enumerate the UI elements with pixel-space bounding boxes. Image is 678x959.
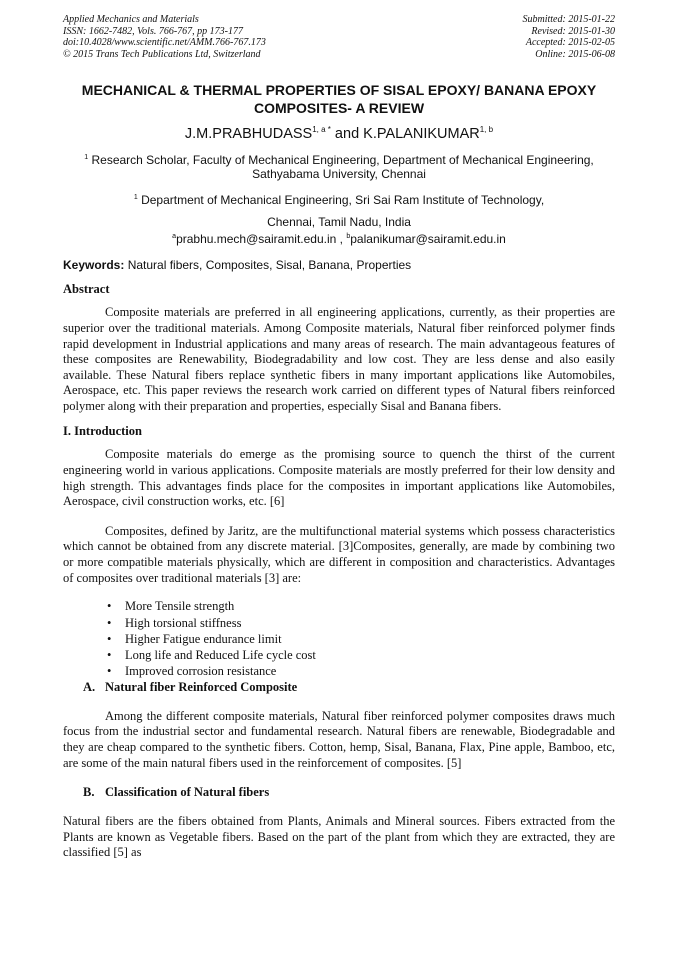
list-item [63, 598, 615, 614]
accepted-date: Accepted: 2015-02-05 [525, 37, 615, 48]
aff2-sup: 1 [133, 193, 138, 201]
affiliation-2 [63, 191, 615, 247]
intro-paragraph-2: Composites, defined by Jaritz, are the multifunctional material systems which possess characteristics which cannot be obtained from any discrete material. [3]Composites, generally, are made by combining two or more compatible materials physically, which are different in composition and characteristics. Advantages of composites over traditional materials [3] are: [63, 523, 615, 585]
journal-header [63, 14, 615, 64]
bullet-icon: • [107, 599, 112, 614]
section-b-title: Classification of Natural fibers [105, 785, 270, 800]
section-b-heading [63, 785, 615, 800]
author-1: J.M.PRABHUDASS [184, 125, 313, 142]
bullet-icon: • [107, 664, 112, 679]
keywords-label: Keywords: [63, 258, 125, 273]
list-item-text: Higher Fatigue endurance limit [125, 631, 282, 646]
list-item-text: High torsional stiffness [125, 615, 242, 630]
aff2-line2: Chennai, Tamil Nadu, India [267, 215, 411, 230]
section-b-number: B. [83, 785, 95, 800]
aff1-sup: 1 [84, 153, 89, 161]
authors-line [63, 125, 615, 142]
bullet-icon: • [107, 648, 112, 663]
paper-title: MECHANICAL & THERMAL PROPERTIES OF SISAL EPOXY/ BANANA EPOXY COMPOSITES- A REVIEW [81, 82, 597, 116]
abstract-text: Composite materials are preferred in all engineering applications, currently, as their properties are superior over the traditional materials. Among Composite materials, Natural fiber reinforced polymer finds rapid development in Industrial applications and many areas of research. The main advantageous features of these composites are Renewability, Biodegradability and low cost. They are less dense and also easily available. These Natural fibers replace synthetic fibers in many important applications like Automobiles, Aerospace, etc. This paper reviews the research work carried on different types of Natural fibers reinforced polymer along with their preparation and properties, especially Sisal and Banana fibers. [63, 305, 615, 413]
aff1-line1: Research Scholar, Faculty of Mechanical Engineering, Department of Mechanical Engineering, [91, 152, 594, 167]
intro-heading: I. Introduction [63, 424, 142, 439]
aff1-line2: Sathyabama University, Chennai [252, 167, 426, 182]
doi-line: doi:10.4028/www.scientific.net/AMM.766-767.173 [63, 37, 266, 48]
journal-info [63, 14, 266, 60]
email-a-sup: a [172, 232, 177, 240]
keywords [63, 258, 615, 272]
list-item-text: Long life and Reduced Life cycle cost [125, 648, 316, 663]
list-item [63, 663, 615, 679]
journal-name: Applied Mechanics and Materials [63, 14, 199, 25]
list-item-text: More Tensile strength [125, 599, 235, 614]
section-a-heading [63, 680, 615, 695]
bullet-icon: • [107, 631, 112, 646]
abstract-heading: Abstract [63, 282, 110, 297]
copyright-line: © 2015 Trans Tech Publications Ltd, Switzerland [63, 48, 261, 60]
author-2: K.PALANIKUMAR [363, 125, 480, 142]
keywords-text: Natural fibers, Composites, Sisal, Banana, Properties [124, 258, 412, 273]
paper-page [63, 14, 615, 861]
list-item [63, 631, 615, 647]
advantages-list [63, 598, 615, 679]
intro-paragraph-1: Composite materials do emerge as the promising source to quench the thirst of the current engineering world in various applications. Composite materials are mostly preferred for their low density and high strength. This advantages finds place for the composites in important applications like Automobiles, Aerospace, civil construction works, etc. [6] [63, 447, 615, 509]
section-a-number: A. [83, 679, 96, 694]
affiliation-1 [63, 151, 615, 182]
authors-and: and [330, 125, 364, 142]
section-b-text: Natural fibers are the fibers obtained from Plants, Animals and Mineral sources. Fibers extracted from the Plants are known as Vegetable fibers. Based on the part of the plant from which they are extracted, they are classified [5] as [63, 814, 615, 860]
author-1-sup: 1, a * [312, 125, 331, 134]
email-separator: , [336, 231, 347, 246]
online-date: Online: 2015-06-08 [535, 48, 615, 60]
submitted-date: Submitted: 2015-01-22 [522, 14, 615, 25]
bullet-icon: • [107, 615, 112, 630]
email-b-sup: b [346, 232, 351, 240]
author-2-sup: 1, b [479, 125, 494, 134]
list-item [63, 615, 615, 631]
list-item-text: Improved corrosion resistance [125, 664, 277, 679]
email-a[interactable]: prabhu.mech@sairamit.edu.in [176, 231, 337, 246]
dates-info [523, 14, 616, 60]
aff2-line1: Department of Mechanical Engineering, Sri Sai Ram Institute of Technology, [141, 192, 545, 207]
revised-date: Revised: 2015-01-30 [531, 25, 615, 37]
section-a-text: Among the different composite materials, Natural fiber reinforced polymer composites draws much focus from the industrial sector and fundamental research. Natural fibers are renewable, Biodegradable and they are cheap compared to the synthetic fibers. Cotton, hemp, Sisal, Banana, Flax, Pine apple, Bamboo, etc, are some of the main natural fibers used in the reinforcement of composites. [5] [63, 708, 615, 770]
list-item [63, 647, 615, 663]
email-b[interactable]: palanikumar@sairamit.edu.in [350, 231, 506, 246]
issn-line: ISSN: 1662-7482, Vols. 766-767, pp 173-177 [63, 25, 243, 37]
section-a-title: Natural fiber Reinforced Composite [105, 679, 298, 694]
